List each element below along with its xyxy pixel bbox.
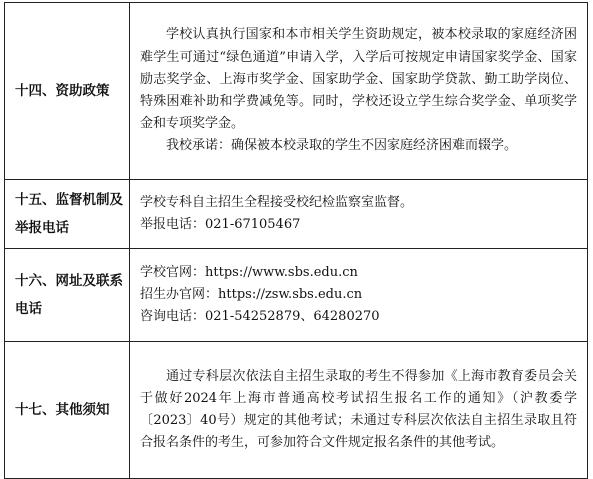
row-content-supervision (130, 180, 588, 249)
row-label-website-contact: 十六、网址及联系电话 (5, 249, 130, 342)
row-content-funding-policy (130, 3, 588, 180)
admissions-website-link[interactable]: 招生办官网：https://zsw.sbs.edu.cn (140, 286, 363, 302)
row-content-website-contact (130, 249, 588, 342)
table-row (5, 342, 588, 479)
school-website-link[interactable]: 学校官网：https://www.sbs.edu.cn (140, 264, 358, 280)
policy-table (4, 2, 588, 479)
row-content-other-notes (130, 342, 588, 479)
funding-policy-paragraph: 学校认真执行国家和本市相关学生资助规定，被本校录取的家庭经济困难学生可通过“绿色通道”申请入学，入学后可按规定申请国家奖学金、国家励志奖学金、上海市奖学金、国家助学金、国家助学贷款、勤工助学岗位、特殊困难补助和学费减免等。同时，学校还设立学生综合奖学金、单项奖学金和专项奖学金。 (140, 27, 577, 132)
row-label-funding-policy: 十四、资助政策 (5, 3, 130, 180)
table-row (5, 249, 588, 342)
row-label-other-notes: 十七、其他须知 (5, 342, 130, 479)
funding-promise-paragraph: 我校承诺：确保被本校录取的学生不因家庭经济困难而辍学。 (166, 138, 518, 154)
row-label-supervision: 十五、监督机制及举报电话 (5, 180, 130, 249)
consult-phone: 咨询电话：021-54252879、64280270 (140, 309, 380, 325)
other-notes-paragraph: 通过专科层次依法自主招生录取的考生不得参加《上海市教育委员会关于做好2024年上海市普通高校考试招生报名工作的通知》（沪教委学〔2023〕40号）规定的其他考试；未通过专科层次依法自主招生录取且符合报名条件的考生，可参加符合文件规定报名条件的其他考试。 (140, 368, 577, 451)
supervision-text: 学校专科自主招生全程接受校纪检监察室监督。 (140, 194, 414, 210)
table-row (5, 3, 588, 180)
table-row (5, 180, 588, 249)
report-phone: 举报电话：021-67105467 (140, 217, 301, 232)
